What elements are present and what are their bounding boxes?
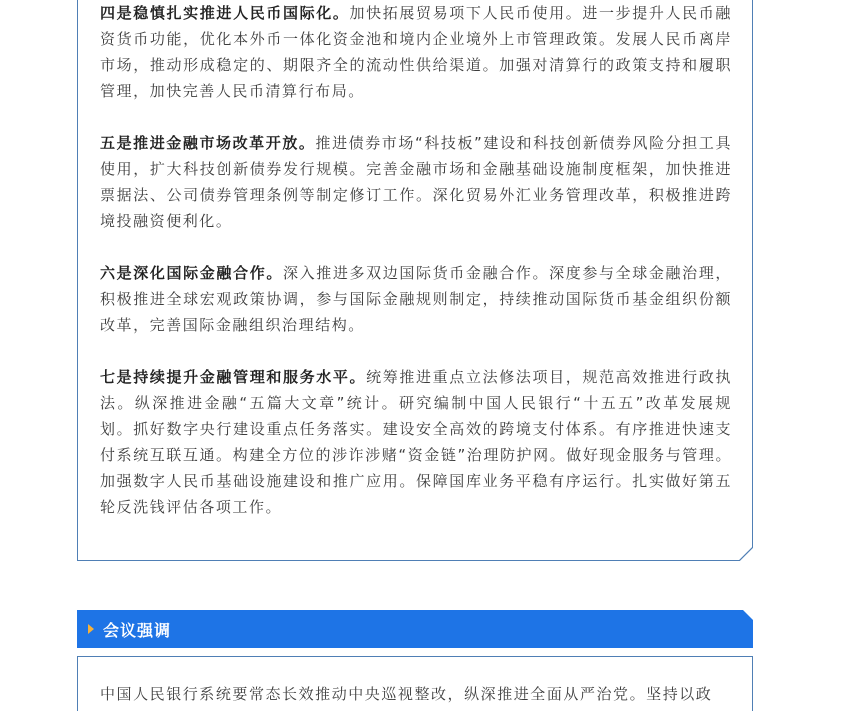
- corner-fold-icon: [739, 547, 753, 561]
- paragraph-management-services: [100, 364, 732, 520]
- paragraph-market-opening: [100, 130, 732, 234]
- caret-right-icon: [88, 624, 94, 634]
- section-content-card: [77, 656, 753, 711]
- paragraph-body: 统筹推进重点立法修法项目，规范高效推进行政执法。纵深推进金融“五篇大文章”统计。研究编制中国人民银行“十五五”改革发展规划。抓好数字央行建设重点任务落实。建设安全高效的跨境支付体系。有序推进快速支付系统互联互通。构建全方位的涉诈涉赌“资金链”治理防护网。做好现金服务与管理。加强数字人民币基础设施建设和推广应用。保障国库业务平稳有序运行。扎实做好第五轮反洗钱评估各项工作。: [100, 368, 732, 516]
- card-content: [100, 0, 732, 546]
- paragraph-body: 深入推进多双边国际货币金融合作。深度参与全球金融治理，积极推进全球宏观政策协调，参与国际金融规则制定，持续推动国际货币基金组织份额改革，完善国际金融组织治理结构。: [100, 264, 732, 334]
- paragraph-lead: 七是持续提升金融管理和服务水平。: [100, 368, 367, 386]
- paragraph-lead: 四是稳慎扎实推进人民币国际化。: [100, 4, 350, 22]
- paragraph-body: 加快拓展贸易项下人民币使用。进一步提升人民币融资货币功能，优化本外币一体化资金池和境内企业境外上市管理政策。发展人民币离岸市场，推动形成稳定的、期限齐全的流动性供给渠道。加强对清算行的政策支持和履职管理，加快完善人民币清算行布局。: [100, 4, 732, 100]
- section-paragraph: 中国人民银行系统要常态长效推动中央巡视整改，纵深推进全面从严治党。坚持以政: [100, 685, 713, 703]
- paragraph-body: 推进债券市场“科技板”建设和科技创新债券风险分担工具使用，扩大科技创新债券发行规模。完善金融市场和金融基础设施制度框架，加快推进票据法、公司债券管理条例等制定修订工作。深化贸易外汇业务管理改革，积极推进跨境投融资便利化。: [100, 134, 732, 230]
- content-card: [77, 0, 753, 561]
- section-header-bar: [77, 610, 753, 648]
- paragraph-lead: 六是深化国际金融合作。: [100, 264, 283, 282]
- bar-corner-cut: [743, 610, 753, 620]
- section-title: 会议强调: [103, 620, 172, 640]
- paragraph-international-cooperation: [100, 260, 732, 338]
- paragraph-rmb-internationalization: [100, 0, 732, 104]
- paragraph-lead: 五是推进金融市场改革开放。: [100, 134, 316, 152]
